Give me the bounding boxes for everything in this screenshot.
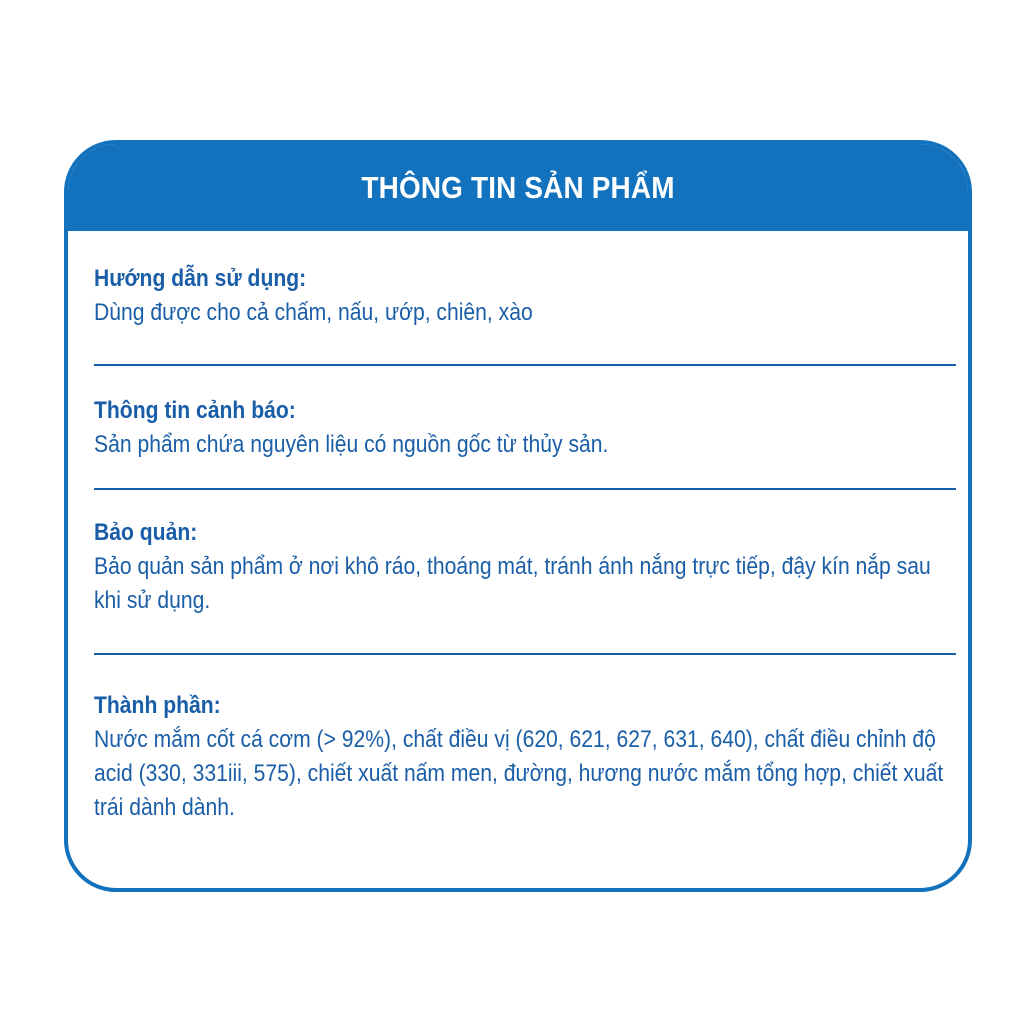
- section-divider: [94, 364, 956, 366]
- warning-text: Sản phẩm chứa nguyên liệu có nguồn gốc từ thủy sản.: [94, 431, 609, 458]
- card-header: [68, 144, 968, 231]
- storage-heading: Bảo quản:: [94, 519, 198, 546]
- warning-section: [94, 394, 956, 462]
- card-title: THÔNG TIN SẢN PHẨM: [361, 169, 675, 205]
- storage-section: [94, 516, 956, 618]
- ingredients-section: [94, 689, 956, 825]
- usage-section: [94, 262, 956, 330]
- warning-heading: Thông tin cảnh báo:: [94, 397, 296, 424]
- ingredients-heading: Thành phần:: [94, 692, 221, 719]
- usage-text: Dùng được cho cả chấm, nấu, ướp, chiên, xào: [94, 299, 533, 326]
- product-info-card: [64, 140, 972, 892]
- storage-text: Bảo quản sản phẩm ở nơi khô ráo, thoáng mát, tránh ánh nắng trực tiếp, đậy kín nắp sau khi sử dụng.: [94, 553, 931, 614]
- ingredients-text: Nước mắm cốt cá cơm (> 92%), chất điều vị (620, 621, 627, 631, 640), chất điều chỉnh độ acid (330, 331iii, 575), chiết xuất nấm men, đường, hương nước mắm tổng hợp, chiết xuất trái dành dành.: [94, 726, 944, 821]
- usage-heading: Hướng dẫn sử dụng:: [94, 265, 307, 292]
- section-divider: [94, 488, 956, 490]
- section-divider: [94, 653, 956, 655]
